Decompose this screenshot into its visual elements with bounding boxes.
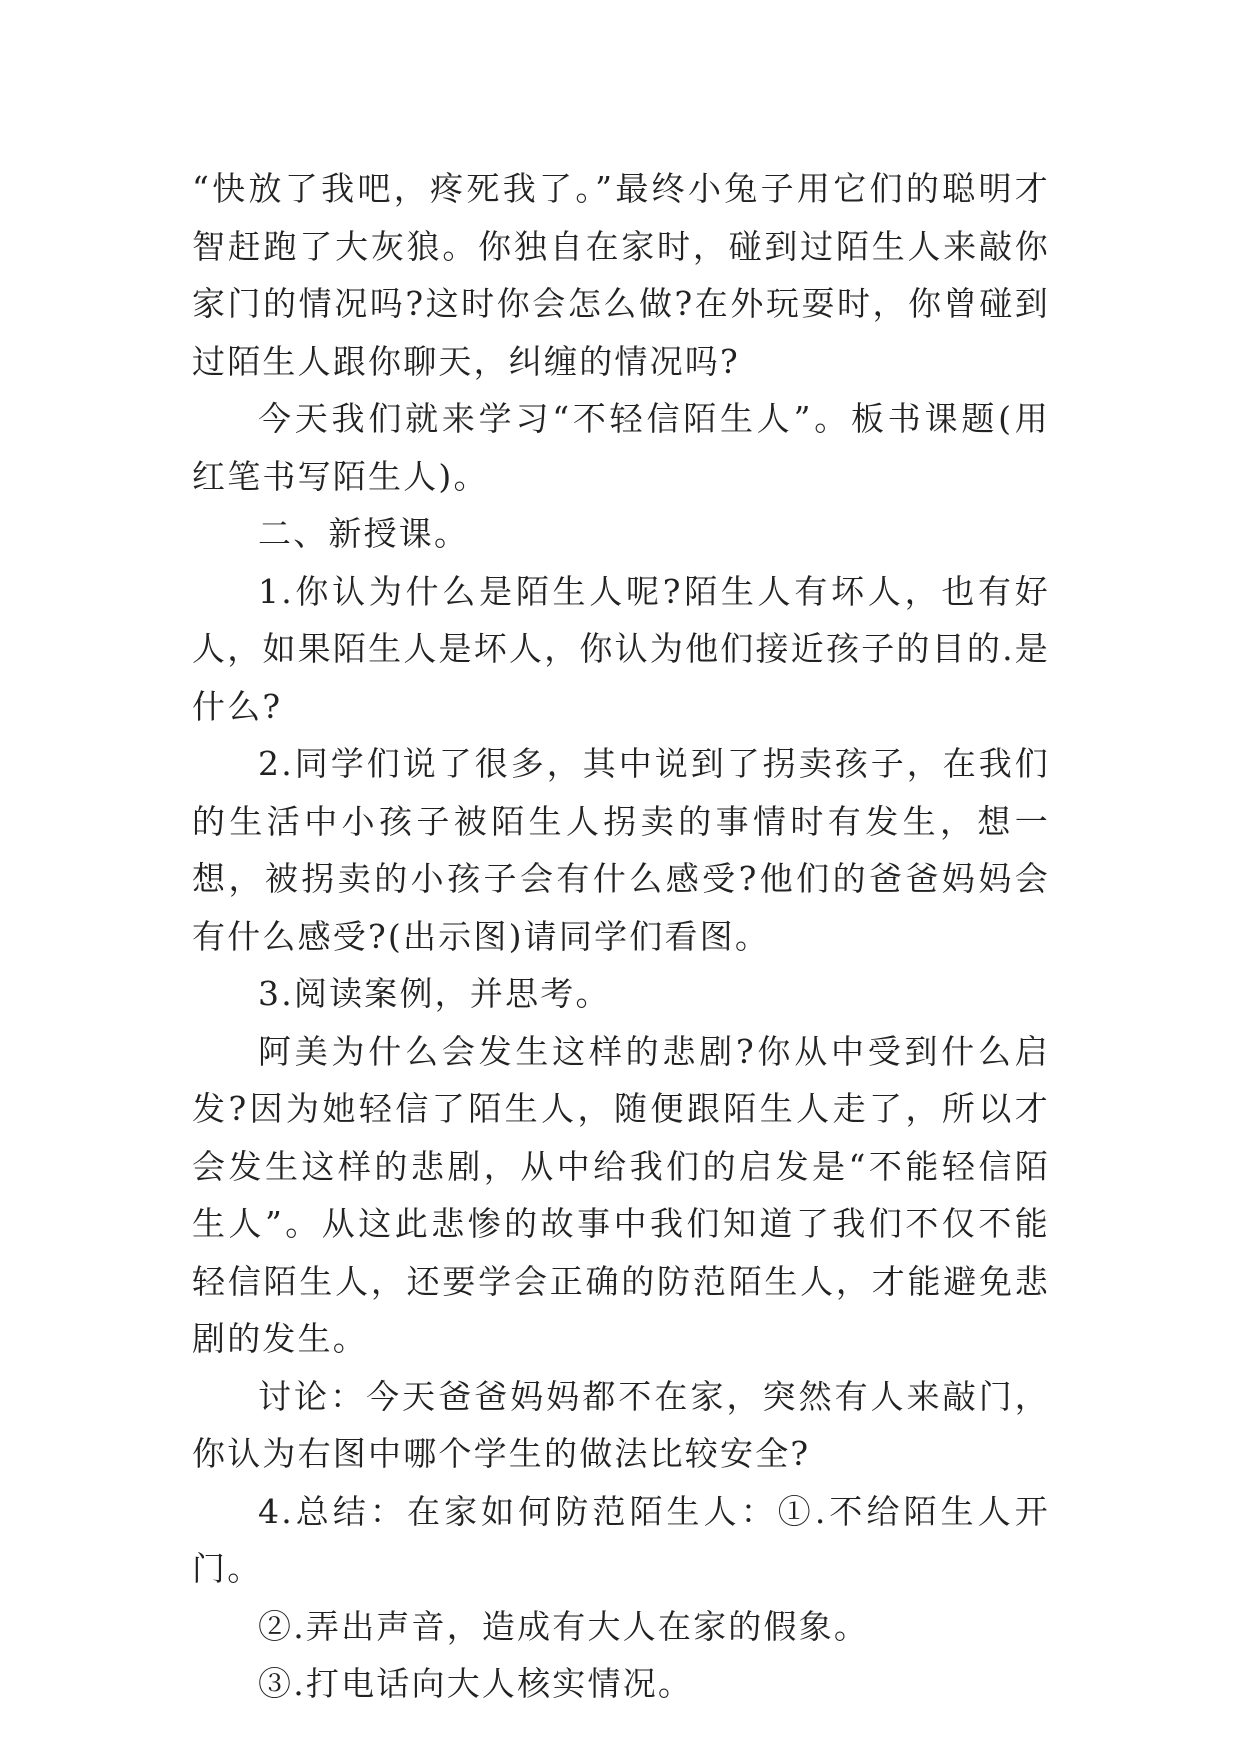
section-heading-new-lesson: 二、新授课。 <box>258 514 470 553</box>
paragraph-story-continuation: “快放了我吧，疼死我了。”最终小兔子用它们的聪明才智赶跑了大灰狼。你独自在家时，碰到过陌生人来敲你家门的情况吗?这时你会怎么做?在外玩耍时，你曾碰到过陌生人跟你聊天，纠缠的情况吗? <box>192 169 1050 381</box>
paragraph-lesson-topic: 今天我们就来学习“不轻信陌生人”。板书课题(用红笔书写陌生人)。 <box>192 399 1050 496</box>
paragraph-case-analysis: 阿美为什么会发生这样的悲剧?你从中受到什么启发?因为她轻信了陌生人，随便跟陌生人走了，所以才会发生这样的悲剧，从中给我们的启发是“不能轻信陌生人”。从这此悲惨的故事中我们知道了我们不仅不能轻信陌生人，还要学会正确的防范陌生人，才能避免悲剧的发生。 <box>192 1031 1050 1358</box>
paragraph-item-3: 3.阅读案例，并思考。 <box>258 974 611 1013</box>
paragraph-summary-point-2: ②.弄出声音，造成有大人在家的假象。 <box>258 1606 870 1646</box>
paragraph-item-2: 2.同学们说了很多，其中说到了拐卖孩子，在我们的生活中小孩子被陌生人拐卖的事情时有发生，想一想，被拐卖的小孩子会有什么感受?他们的爸爸妈妈会有什么感受?(出示图)请同学们看图。 <box>192 744 1050 956</box>
paragraph-item-4-summary: 4.总结：在家如何防范陌生人：①.不给陌生人开门。 <box>192 1491 1050 1588</box>
document-body <box>192 160 1050 1713</box>
paragraph-item-1: 1.你认为什么是陌生人呢?陌生人有坏人，也有好人，如果陌生人是坏人，你认为他们接近孩子的目的.是什么? <box>192 571 1050 726</box>
paragraph-discussion: 讨论：今天爸爸妈妈都不在家，突然有人来敲门，你认为右图中哪个学生的做法比较安全? <box>192 1376 1050 1473</box>
paragraph-summary-point-3: ③.打电话向大人核实情况。 <box>258 1664 694 1703</box>
